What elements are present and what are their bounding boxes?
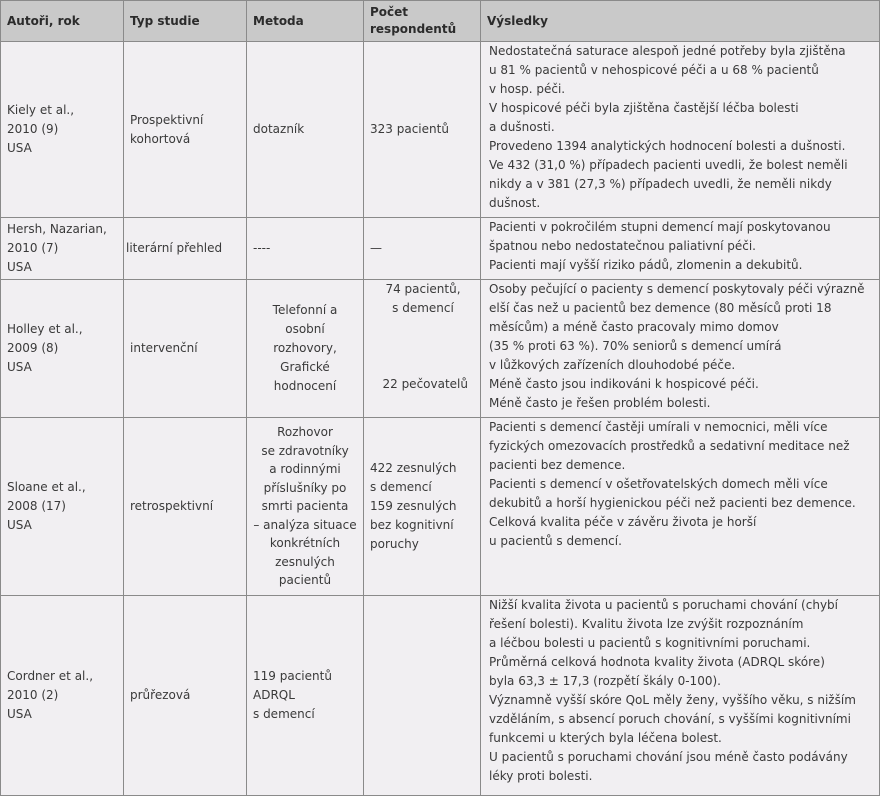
- table-row: [1, 42, 880, 218]
- cell-respondents: [364, 596, 481, 796]
- cell-method: 119 pacientů ADRQL s demencí: [247, 596, 364, 796]
- cell-results: Pacienti s demencí častěji umírali v nemocnici, měli více fyzických omezovacích prostředků a sedativní meditace než pacienti bez demence. Pacienti s demencí v ošetřovatelských domech měli více dekubitů a horší hygienickou péči než pacienti bez demence. Celková kvalita péče v závěru života je horší u pacientů s demencí.: [481, 418, 880, 596]
- cell-respondents: 323 pacientů: [364, 42, 481, 218]
- cell-results: Osoby pečující o pacienty s demencí poskytovaly péči výrazně elší čas než u pacientů bez demence (80 měsíců proti 18 měsícům) a méně často pracovaly mimo domov (35 % proti 63 %). 70% seniorů s demencí umírá v lůžkových zařízeních dlouhodobé péče. Méně často jsou indikováni k hospicové péči. Méně často je řešen problém bolesti.: [481, 280, 880, 418]
- cell-respondents: —: [364, 218, 481, 280]
- cell-study-type: Prospektivní kohortová: [124, 42, 247, 218]
- cell-results: Nižší kvalita života u pacientů s poruchami chování (chybí řešení bolesti). Kvalitu života lze zvýšit rozpoznáním a léčbou bolesti u pacientů s kognitivními poruchami. Průměrná celková hodnota kvality života (ADRQL skóre) byla 63,3 ± 17,3 (rozpětí škály 0-100). Významně vyšší skóre QoL měly ženy, vyššího věku, s nižším vzděláním, s absencí poruch chování, s vyššími kognitivními funkcemi u kterých byla léčena bolest. U pacientů s poruchami chování jsou méně často podávány léky proti bolesti.: [481, 596, 880, 796]
- cell-authors: Hersh, Nazarian, 2010 (7) USA: [1, 218, 124, 280]
- cell-method: Telefonní a osobní rozhovory, Grafické hodnocení: [247, 280, 364, 418]
- table-row: [1, 596, 880, 796]
- header-study-type: Typ studie: [124, 1, 247, 42]
- cell-method: dotazník: [247, 42, 364, 218]
- cell-respondents: 422 zesnulých s demencí 159 zesnulých bez kognitivní poruchy: [364, 418, 481, 596]
- header-method: Metoda: [247, 1, 364, 42]
- cell-results: Pacienti v pokročilém stupni demencí mají poskytovanou špatnou nebo nedostatečnou paliativní péči. Pacienti mají vyšší riziko pádů, zlomenin a dekubitů.: [481, 218, 880, 280]
- table-row: [1, 218, 880, 280]
- cell-study-type: literární přehled: [124, 218, 247, 280]
- cell-authors: Cordner et al., 2010 (2) USA: [1, 596, 124, 796]
- cell-study-type: intervenční: [124, 280, 247, 418]
- cell-authors: Sloane et al., 2008 (17) USA: [1, 418, 124, 596]
- cell-authors: Holley et al., 2009 (8) USA: [1, 280, 124, 418]
- header-authors: Autoři, rok: [1, 1, 124, 42]
- cell-authors: Kiely et al., 2010 (9) USA: [1, 42, 124, 218]
- cell-study-type: průřezová: [124, 596, 247, 796]
- cell-results: Nedostatečná saturace alespoň jedné potřeby byla zjištěna u 81 % pacientů v nehospicové péči a u 68 % pacientů v hosp. péči. V hospicové péči byla zjištěna častější léčba bolesti a dušnosti. Provedeno 1394 analytických hodnocení bolesti a dušnosti. Ve 432 (31,0 %) případech pacienti uvedli, že bolest neměli nikdy a v 381 (27,3 %) případech uvedli, že neměli nikdy dušnost.: [481, 42, 880, 218]
- cell-method: ----: [247, 218, 364, 280]
- table-row: [1, 280, 880, 418]
- respondents-caregivers: 22 pečovatelů: [382, 377, 468, 391]
- table-row: [1, 418, 880, 596]
- respondents-patients: 74 pacientů,: [385, 282, 461, 296]
- respondents-patients-note: s demencí: [392, 301, 454, 315]
- cell-study-type: retrospektivní: [124, 418, 247, 596]
- header-results: Výsledky: [481, 1, 880, 42]
- cell-respondents: [364, 280, 481, 418]
- header-row: [1, 1, 880, 42]
- header-respondents: Počet respondentů: [364, 1, 481, 42]
- cell-method: Rozhovor se zdravotníky a rodinnými příslušníky po smrti pacienta – analýza situace konkrétních zesnulých pacientů: [247, 418, 364, 596]
